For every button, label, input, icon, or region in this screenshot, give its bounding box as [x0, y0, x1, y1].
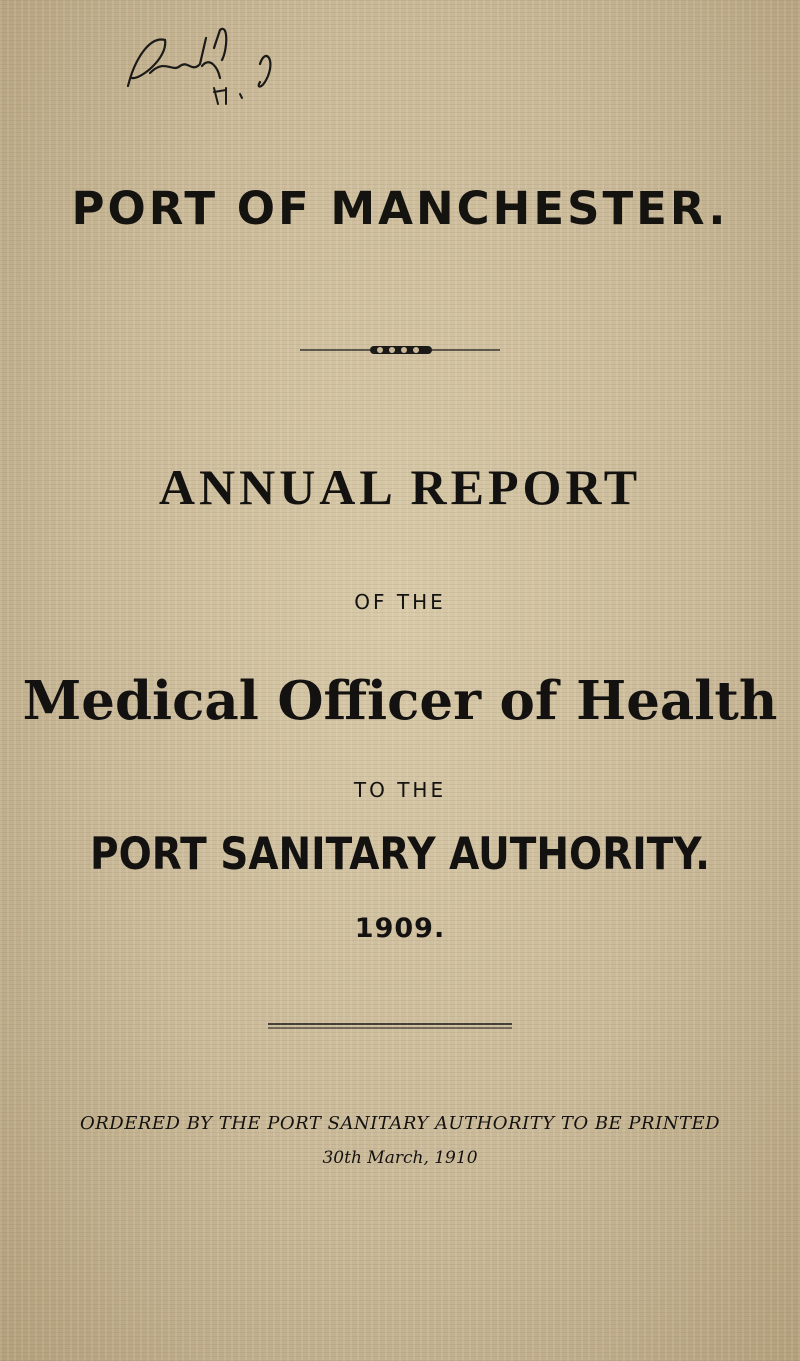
double-rule-divider — [268, 1022, 512, 1030]
officer-title: Medical Officer of Health — [22, 670, 778, 732]
authority-title: PORT SANITARY AUTHORITY. — [90, 828, 710, 881]
port-title: PORT OF MANCHESTER. — [71, 182, 729, 235]
printing-order-text: ORDERED BY THE PORT SANITARY AUTHORITY TO BE PRINTED — [79, 1113, 721, 1134]
handwritten-signature — [110, 18, 330, 108]
to-the-label: TO THE — [353, 778, 447, 802]
order-date: 30th March, 1910 — [322, 1148, 478, 1168]
ornamental-divider — [300, 340, 500, 360]
report-title: ANNUAL REPORT — [158, 459, 642, 515]
of-the-label: OF THE — [354, 590, 446, 614]
report-year: 1909. — [354, 913, 446, 944]
